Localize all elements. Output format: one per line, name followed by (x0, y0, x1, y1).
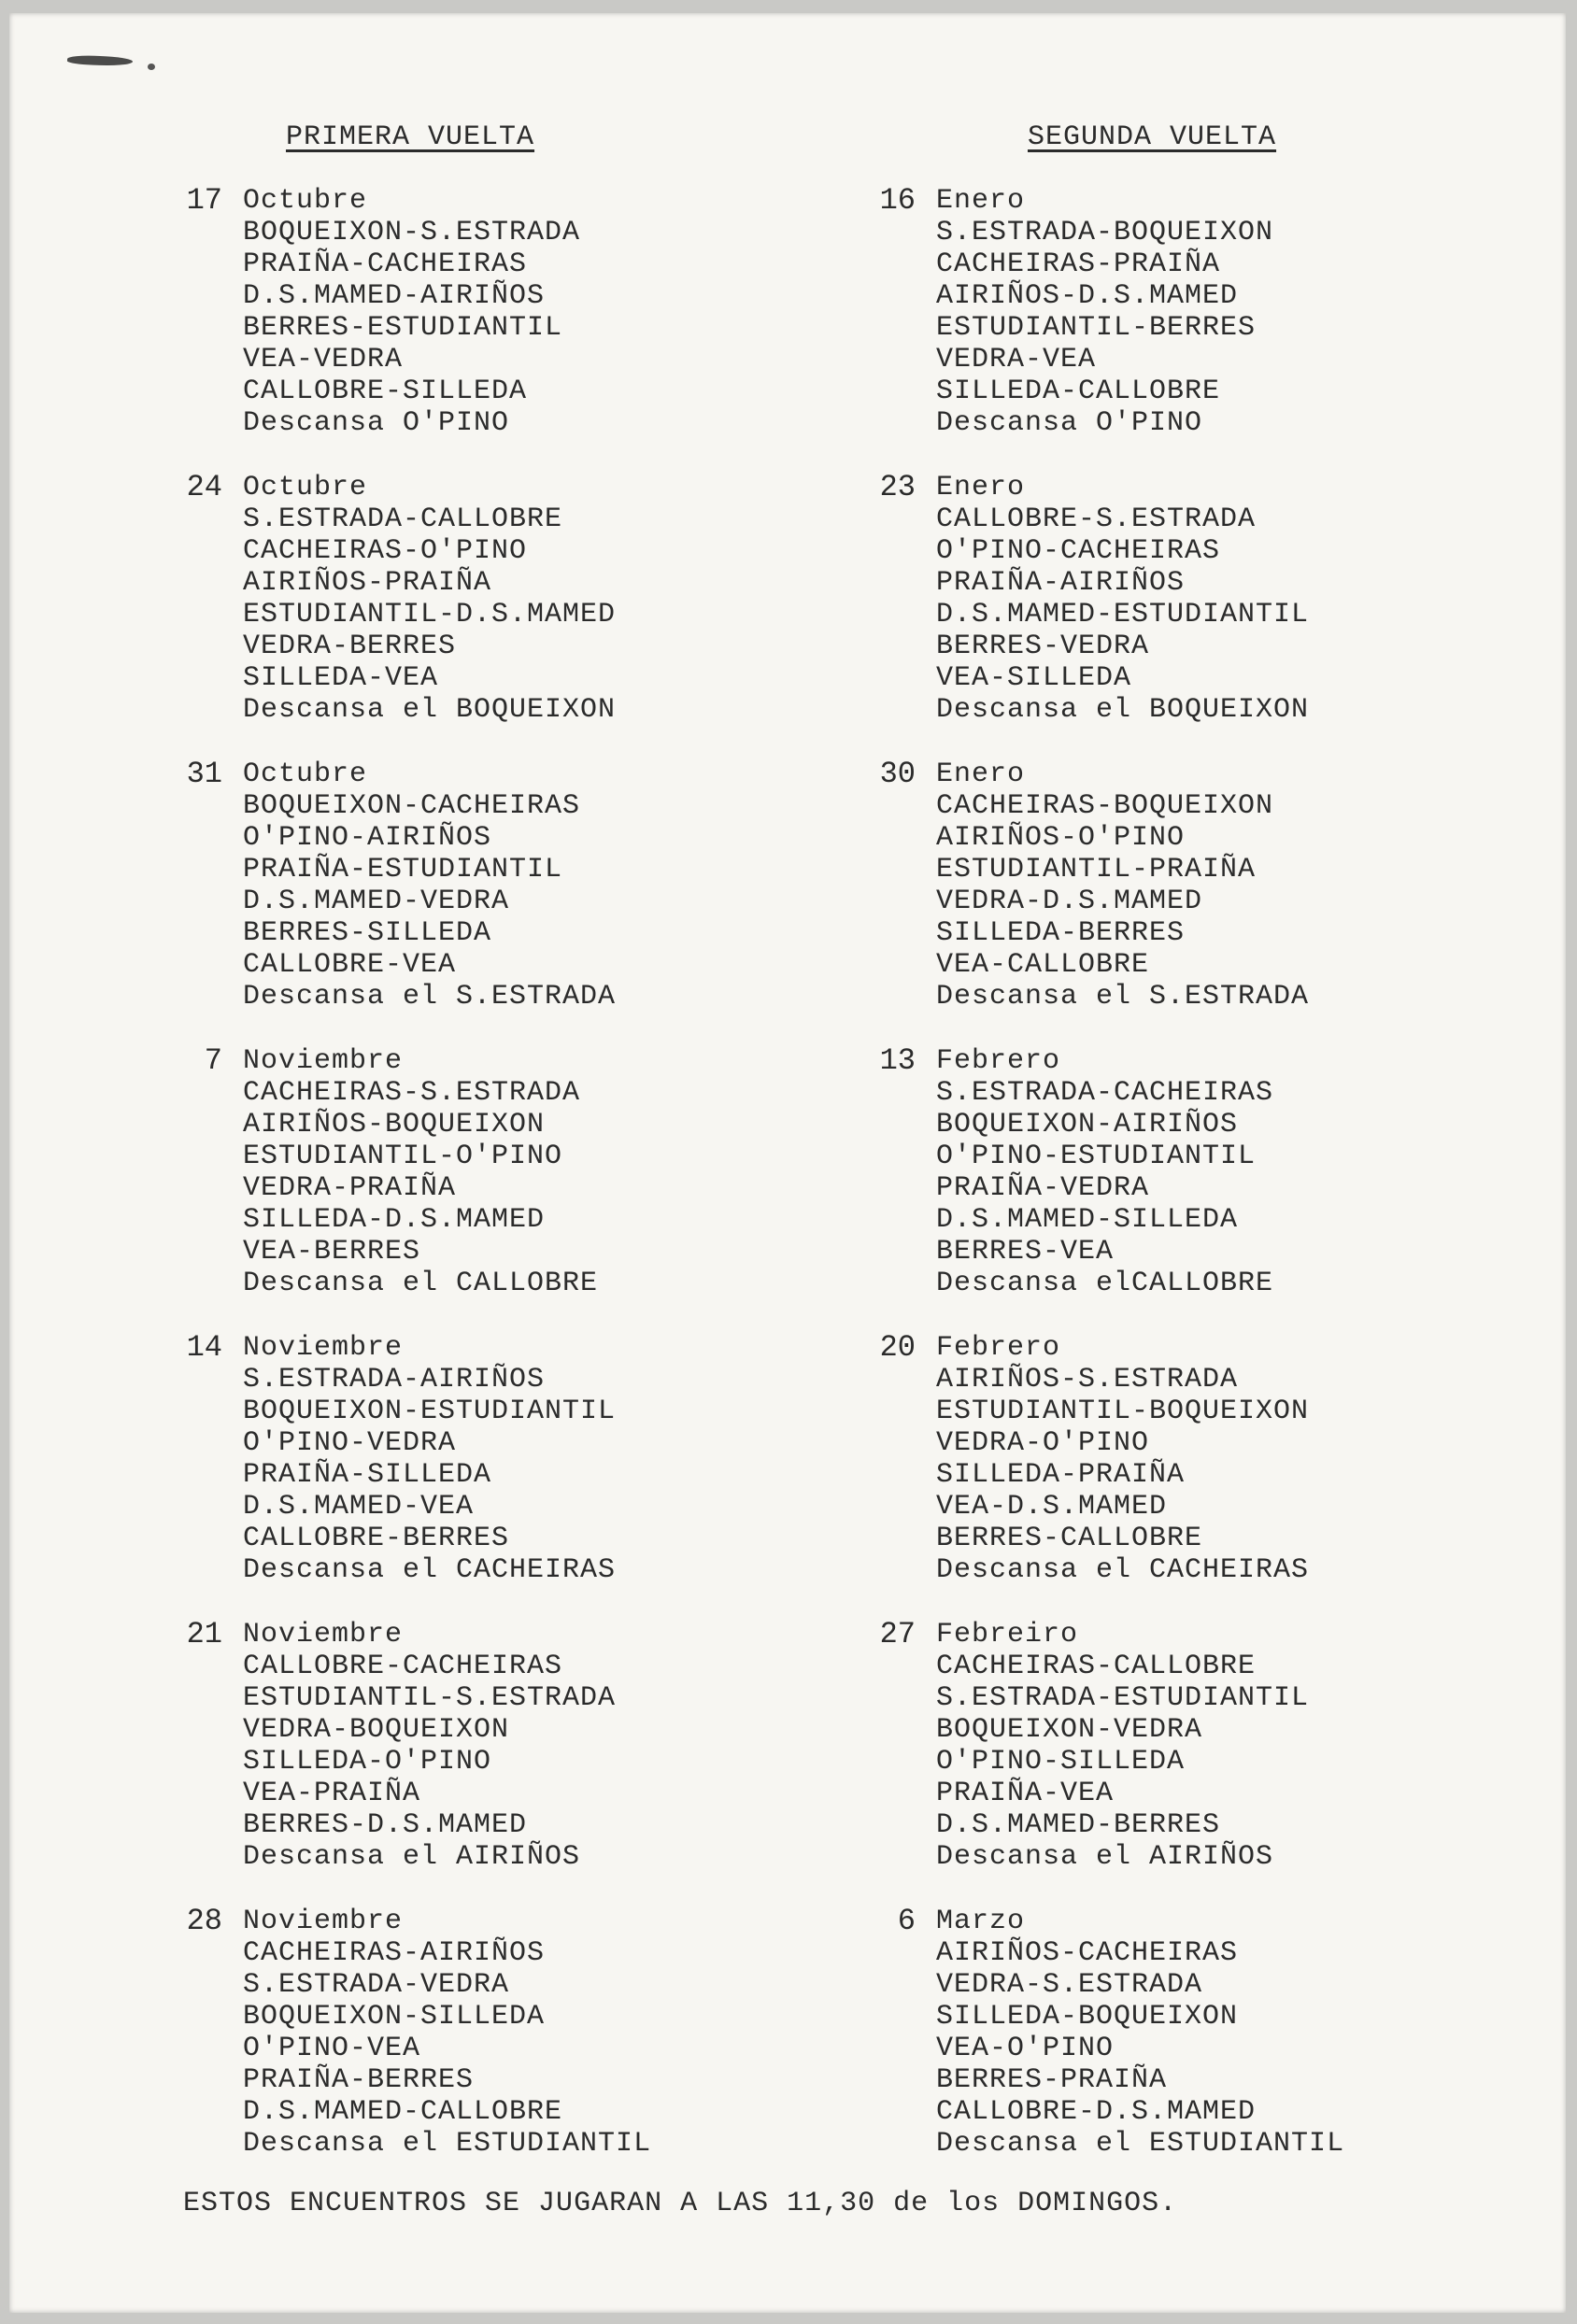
round-day: 16 (879, 183, 916, 218)
round-primera-3 (168, 758, 822, 1045)
rest-team-line: Descansa O'PINO (243, 407, 510, 439)
match-line: CACHEIRAS-AIRIÑOS (243, 1937, 546, 1969)
round-month: Noviembre (243, 1332, 404, 1364)
round-month: Enero (936, 758, 1026, 790)
match-line: SILLEDA-VEA (243, 662, 439, 694)
primera-vuelta-column (168, 185, 822, 2192)
match-line: SILLEDA-BERRES (936, 917, 1186, 949)
match-line: S.ESTRADA-VEDRA (243, 1969, 510, 2001)
round-body (243, 1332, 616, 1586)
round-day: 28 (186, 1904, 222, 1938)
match-line: VEDRA-VEA (936, 344, 1097, 376)
match-line: ESTUDIANTIL-BOQUEIXON (936, 1396, 1310, 1427)
match-line: S.ESTRADA-AIRIÑOS (243, 1364, 546, 1396)
match-line: S.ESTRADA-CALLOBRE (243, 503, 563, 535)
match-line: BOQUEIXON-VEDRA (936, 1714, 1203, 1746)
match-line: SILLEDA-O'PINO (243, 1746, 492, 1778)
round-segunda-7 (861, 1906, 1515, 2192)
round-segunda-4 (861, 1045, 1515, 1332)
rest-team-line: Descansa el S.ESTRADA (243, 981, 617, 1013)
round-segunda-6 (861, 1619, 1515, 1906)
round-day: 23 (879, 470, 916, 504)
match-line: AIRIÑOS-PRAIÑA (243, 567, 492, 599)
match-line: PRAIÑA-ESTUDIANTIL (243, 854, 563, 886)
round-day: 21 (186, 1617, 222, 1651)
match-line: ESTUDIANTIL-O'PINO (243, 1141, 563, 1172)
round-day: 31 (186, 757, 222, 791)
match-line: PRAIÑA-CACHEIRAS (243, 248, 528, 280)
round-segunda-1 (861, 185, 1515, 472)
match-line: ESTUDIANTIL-D.S.MAMED (243, 599, 617, 631)
segunda-vuelta-column (861, 185, 1515, 2192)
match-line: CACHEIRAS-PRAIÑA (936, 248, 1221, 280)
match-line: O'PINO-AIRIÑOS (243, 822, 492, 854)
match-line: CALLOBRE-CACHEIRAS (243, 1651, 563, 1682)
match-line: O'PINO-ESTUDIANTIL (936, 1141, 1257, 1172)
match-line: BOQUEIXON-ESTUDIANTIL (243, 1396, 617, 1427)
match-line: SILLEDA-CALLOBRE (936, 376, 1221, 407)
match-line: VEA-CALLOBRE (936, 949, 1150, 981)
round-body (243, 1045, 598, 1299)
match-line: S.ESTRADA-ESTUDIANTIL (936, 1682, 1310, 1714)
footer-note: ESTOS ENCUENTROS SE JUGARAN A LAS 11,30 de los DOMINGOS. (183, 2188, 1178, 2219)
rest-team-line: Descansa el BOQUEIXON (243, 694, 617, 726)
rest-team-line: Descansa el ESTUDIANTIL (936, 2128, 1345, 2160)
round-body (936, 1045, 1273, 1299)
match-line: VEDRA-PRAIÑA (243, 1172, 457, 1204)
round-segunda-5 (861, 1332, 1515, 1619)
match-line: ESTUDIANTIL-PRAIÑA (936, 854, 1257, 886)
match-line: O'PINO-SILLEDA (936, 1746, 1186, 1778)
match-line: VEDRA-O'PINO (936, 1427, 1150, 1459)
match-line: CACHEIRAS-O'PINO (243, 535, 528, 567)
match-line: VEA-BERRES (243, 1236, 421, 1268)
match-line: BOQUEIXON-AIRIÑOS (936, 1109, 1239, 1141)
round-primera-7 (168, 1906, 822, 2192)
match-line: PRAIÑA-BERRES (243, 2064, 475, 2096)
match-line: BERRES-VEA (936, 1236, 1115, 1268)
match-line: CALLOBRE-VEA (243, 949, 457, 981)
round-month: Febreiro (936, 1619, 1079, 1651)
ink-smudge (67, 54, 133, 67)
rest-team-line: Descansa elCALLOBRE (936, 1268, 1274, 1299)
rest-team-line: Descansa el CACHEIRAS (936, 1554, 1310, 1586)
round-month: Febrero (936, 1332, 1061, 1364)
document-page (9, 13, 1566, 2313)
round-month: Octubre (243, 472, 368, 503)
round-day: 7 (204, 1043, 222, 1078)
match-line: PRAIÑA-VEA (936, 1778, 1115, 1809)
match-line: BERRES-D.S.MAMED (243, 1809, 528, 1841)
round-month: Enero (936, 472, 1026, 503)
match-line: BOQUEIXON-SILLEDA (243, 2001, 546, 2033)
round-primera-4 (168, 1045, 822, 1332)
round-month: Octubre (243, 758, 368, 790)
match-line: VEDRA-BERRES (243, 631, 457, 662)
match-line: AIRIÑOS-S.ESTRADA (936, 1364, 1239, 1396)
match-line: BOQUEIXON-S.ESTRADA (243, 217, 581, 248)
match-line: ESTUDIANTIL-S.ESTRADA (243, 1682, 617, 1714)
round-body (936, 185, 1273, 439)
round-body (243, 1619, 616, 1873)
round-primera-5 (168, 1332, 822, 1619)
match-line: PRAIÑA-AIRIÑOS (936, 567, 1186, 599)
match-line: D.S.MAMED-VEA (243, 1491, 475, 1523)
round-month: Noviembre (243, 1045, 404, 1077)
match-line: O'PINO-VEDRA (243, 1427, 457, 1459)
match-line: AIRIÑOS-O'PINO (936, 822, 1186, 854)
heading-segunda-vuelta: SEGUNDA VUELTA (1028, 121, 1277, 153)
match-line: BERRES-VEDRA (936, 631, 1150, 662)
match-line: D.S.MAMED-AIRIÑOS (243, 280, 546, 312)
match-line: VEDRA-S.ESTRADA (936, 1969, 1203, 2001)
match-line: CACHEIRAS-BOQUEIXON (936, 790, 1274, 822)
match-line: S.ESTRADA-BOQUEIXON (936, 217, 1274, 248)
match-line: VEA-D.S.MAMED (936, 1491, 1168, 1523)
match-line: D.S.MAMED-ESTUDIANTIL (936, 599, 1310, 631)
round-body (936, 1332, 1309, 1586)
match-line: PRAIÑA-VEDRA (936, 1172, 1150, 1204)
match-line: O'PINO-CACHEIRAS (936, 535, 1221, 567)
round-month: Febrero (936, 1045, 1061, 1077)
rest-team-line: Descansa el CALLOBRE (243, 1268, 599, 1299)
match-line: S.ESTRADA-CACHEIRAS (936, 1077, 1274, 1109)
ink-dot (148, 64, 155, 70)
match-line: CALLOBRE-S.ESTRADA (936, 503, 1257, 535)
round-month: Marzo (936, 1906, 1026, 1937)
rest-team-line: Descansa el AIRIÑOS (936, 1841, 1274, 1873)
round-body (243, 185, 580, 439)
match-line: SILLEDA-PRAIÑA (936, 1459, 1186, 1491)
round-body (936, 1906, 1344, 2160)
match-line: D.S.MAMED-BERRES (936, 1809, 1221, 1841)
round-primera-2 (168, 472, 822, 758)
round-primera-6 (168, 1619, 822, 1906)
round-body (243, 472, 616, 726)
match-line: BOQUEIXON-CACHEIRAS (243, 790, 581, 822)
match-line: CALLOBRE-SILLEDA (243, 376, 528, 407)
match-line: CACHEIRAS-CALLOBRE (936, 1651, 1257, 1682)
match-line: VEDRA-BOQUEIXON (243, 1714, 510, 1746)
round-body (936, 1619, 1309, 1873)
match-line: VEA-VEDRA (243, 344, 404, 376)
rest-team-line: Descansa el AIRIÑOS (243, 1841, 581, 1873)
match-line: D.S.MAMED-CALLOBRE (243, 2096, 563, 2128)
round-day: 27 (879, 1617, 916, 1651)
match-line: D.S.MAMED-SILLEDA (936, 1204, 1239, 1236)
round-day: 6 (897, 1904, 916, 1938)
match-line: PRAIÑA-SILLEDA (243, 1459, 492, 1491)
match-line: AIRIÑOS-D.S.MAMED (936, 280, 1239, 312)
match-line: BERRES-CALLOBRE (936, 1523, 1203, 1554)
round-day: 17 (186, 183, 222, 218)
round-month: Enero (936, 185, 1026, 217)
round-day: 30 (879, 757, 916, 791)
match-line: VEA-PRAIÑA (243, 1778, 421, 1809)
match-line: BERRES-PRAIÑA (936, 2064, 1168, 2096)
match-line: SILLEDA-D.S.MAMED (243, 1204, 546, 1236)
rest-team-line: Descansa el S.ESTRADA (936, 981, 1310, 1013)
match-line: CALLOBRE-D.S.MAMED (936, 2096, 1257, 2128)
round-day: 24 (186, 470, 222, 504)
match-line: CALLOBRE-BERRES (243, 1523, 510, 1554)
round-segunda-2 (861, 472, 1515, 758)
match-line: VEDRA-D.S.MAMED (936, 886, 1203, 917)
match-line: VEA-O'PINO (936, 2033, 1115, 2064)
round-month: Noviembre (243, 1906, 404, 1937)
round-month: Noviembre (243, 1619, 404, 1651)
match-line: O'PINO-VEA (243, 2033, 421, 2064)
rest-team-line: Descansa O'PINO (936, 407, 1203, 439)
match-line: BERRES-SILLEDA (243, 917, 492, 949)
round-day: 14 (186, 1330, 222, 1365)
match-line: AIRIÑOS-CACHEIRAS (936, 1937, 1239, 1969)
match-line: BERRES-ESTUDIANTIL (243, 312, 563, 344)
match-line: AIRIÑOS-BOQUEIXON (243, 1109, 546, 1141)
round-body (243, 758, 616, 1013)
round-primera-1 (168, 185, 822, 472)
match-line: ESTUDIANTIL-BERRES (936, 312, 1257, 344)
match-line: SILLEDA-BOQUEIXON (936, 2001, 1239, 2033)
round-body (243, 1906, 651, 2160)
match-line: VEA-SILLEDA (936, 662, 1132, 694)
round-day: 20 (879, 1330, 916, 1365)
round-body (936, 758, 1309, 1013)
rest-team-line: Descansa el CACHEIRAS (243, 1554, 617, 1586)
match-line: CACHEIRAS-S.ESTRADA (243, 1077, 581, 1109)
round-month: Octubre (243, 185, 368, 217)
round-body (936, 472, 1309, 726)
round-segunda-3 (861, 758, 1515, 1045)
match-line: D.S.MAMED-VEDRA (243, 886, 510, 917)
rest-team-line: Descansa el ESTUDIANTIL (243, 2128, 652, 2160)
rest-team-line: Descansa el BOQUEIXON (936, 694, 1310, 726)
round-day: 13 (879, 1043, 916, 1078)
heading-primera-vuelta: PRIMERA VUELTA (286, 121, 535, 153)
